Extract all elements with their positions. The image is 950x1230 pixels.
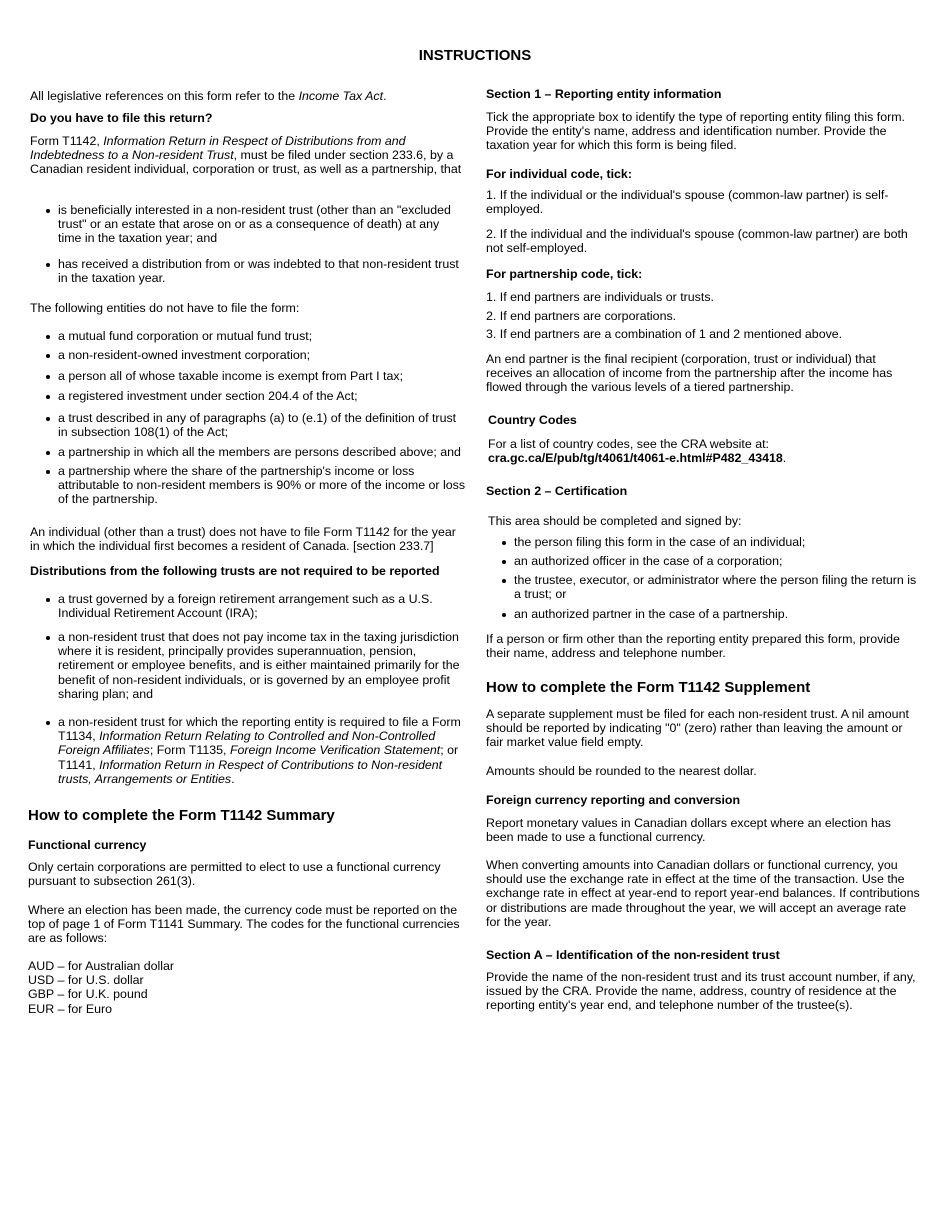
currency-code: EUR – for Euro <box>28 1002 113 1016</box>
functional-currency-heading: Functional currency <box>28 838 147 852</box>
bullet-icon <box>46 375 50 379</box>
filing-requirement-text: Form T1142, Information Return in Respect of Distributions from and Indebtedness to a Non-resident Trust, must be filed under section 233.6, by a Canadian resident individual, corporation or trust, as well as a partnership, that <box>30 134 462 177</box>
bullet-icon <box>502 560 506 564</box>
list-item: a person all of whose taxable income is exempt from Part I tax; <box>30 369 465 383</box>
list-item: an authorized partner in the case of a partnership. <box>486 607 920 621</box>
list-item: is beneficially interested in a non-resident trust (other than an "excluded trust" or an estate that arose on or as a consequence of death) at any time in the taxation year; and <box>30 203 465 246</box>
exempt-intro: The following entities do not have to file the form: <box>30 301 300 315</box>
page-title: INSTRUCTIONS <box>418 47 532 64</box>
bullet-icon <box>46 721 50 725</box>
end-partner-text: An end partner is the final recipient (corporation, trust or individual) that receives an allocation of income from the partnership after the income has flowed through the various levels of a tiered partnership. <box>486 352 893 395</box>
individual-code-2: 2. If the individual and the individual's spouse (common-law partner) are both not self-employed. <box>486 227 908 256</box>
bullet-icon <box>46 417 50 421</box>
country-codes-heading: Country Codes <box>488 413 577 427</box>
list-item: the trustee, executor, or administrator where the person filing the return is a trust; or <box>486 573 920 601</box>
bullet-icon <box>46 335 50 339</box>
bullet-icon <box>502 579 506 583</box>
supplement-heading: How to complete the Form T1142 Supplement <box>486 679 811 696</box>
summary-heading: How to complete the Form T1142 Summary <box>28 807 335 824</box>
intro-text: All legislative references on this form refer to the Income Tax Act. <box>30 89 387 103</box>
partnership-code-1: 1. If end partners are individuals or trusts. <box>486 290 714 304</box>
rounding-text: Amounts should be rounded to the nearest dollar. <box>486 764 757 778</box>
currency-code: GBP – for U.K. pound <box>28 987 148 1001</box>
bullet-icon <box>46 451 50 455</box>
supplement-text: A separate supplement must be filed for each non-resident trust. A nil amount should be reported by indicating "0" (zero) rather than leaving the amount or fair market value field empty. <box>486 707 909 750</box>
bullet-icon <box>502 541 506 545</box>
list-item: has received a distribution from or was indebted to that non-resident trust in the taxation year. <box>30 257 465 285</box>
individual-code-heading: For individual code, tick: <box>486 167 632 181</box>
partnership-code-2: 2. If end partners are corporations. <box>486 309 677 323</box>
list-item: a mutual fund corporation or mutual fund trust; <box>30 329 465 343</box>
distributions-heading: Distributions from the following trusts are not required to be reported <box>30 564 440 578</box>
bullet-icon <box>502 613 506 617</box>
section-a-text: Provide the name of the non-resident trust and its trust account number, if any, issued by the CRA. Provide the name, address, country of residence at the reporting entity's year end, and telephone number of the trustee(s). <box>486 970 916 1013</box>
country-codes-link-line: cra.gc.ca/E/pub/tg/t4061/t4061-e.html#P482_43418. <box>488 451 787 465</box>
section-a-heading: Section A – Identification of the non-resident trust <box>486 948 780 962</box>
foreign-currency-heading: Foreign currency reporting and conversion <box>486 793 741 807</box>
list-item: a partnership in which all the members are persons described above; and <box>30 445 465 459</box>
bullet-icon <box>46 263 50 267</box>
functional-currency-text: Only certain corporations are permitted to elect to use a functional currency pursuant to subsection 261(3). <box>28 860 441 889</box>
list-item: a partnership where the share of the partnership's income or loss attributable to non-resident members is 90% or more of the income or loss of the partnership. <box>30 464 465 507</box>
list-item: a trust governed by a foreign retirement arrangement such as a U.S. Individual Retirement Account (IRA); <box>30 592 465 620</box>
section-1-text: Tick the appropriate box to identify the type of reporting entity filing this form. Provide the entity's name, address and identification number. Provide the taxation year for which this form is being filed. <box>486 110 905 153</box>
country-codes-link[interactable]: cra.gc.ca/E/pub/tg/t4061/t4061-e.html#P482_43418 <box>488 451 783 465</box>
individual-code-1: 1. If the individual or the individual's spouse (common-law partner) is self-employed. <box>486 188 889 217</box>
bullet-icon <box>46 209 50 213</box>
section-1-heading: Section 1 – Reporting entity information <box>486 87 722 101</box>
filing-heading: Do you have to file this return? <box>30 111 213 125</box>
list-item: a non-resident-owned investment corporation; <box>30 348 465 362</box>
list-item: a trust described in any of paragraphs (a) to (e.1) of the definition of trust in subsection 108(1) of the Act; <box>30 411 465 439</box>
bullet-icon <box>46 470 50 474</box>
list-item: the person filing this form in the case of an individual; <box>486 535 920 549</box>
bullet-icon <box>46 395 50 399</box>
individual-note: An individual (other than a trust) does not have to file Form T1142 for the year in which the individual first becomes a resident of Canada. [section 233.7] <box>30 525 456 554</box>
currency-code: USD – for U.S. dollar <box>28 973 144 987</box>
election-text: Where an election has been made, the currency code must be reported on the top of page 1 of Form T1141 Summary. The codes for the functional currencies are as follows: <box>28 903 460 946</box>
bullet-icon <box>46 636 50 640</box>
section-2-heading: Section 2 – Certification <box>486 484 628 498</box>
list-item: a non-resident trust that does not pay income tax in the taxing jurisdiction where it is resident, principally provides superannuation, pension, retirement or employee benefits, and is either maintained primarily for the benefit of non-resident individuals, or is governed by an employee profit sharing plan; and <box>30 630 465 701</box>
list-item: a non-resident trust for which the reporting entity is required to file a Form T1134, Information Return Relating to Controlled and Non-Controlled Foreign Affiliates; Form T1135, Foreign Income Verification Statement; or T1141, Information Return in Respect of Contributions to Non-resident trusts, Arrangements or Entities. <box>30 715 465 786</box>
bullet-icon <box>46 598 50 602</box>
partnership-code-heading: For partnership code, tick: <box>486 267 643 281</box>
section-2-note: If a person or firm other than the reporting entity prepared this form, provide their name, address and telephone number. <box>486 632 900 661</box>
list-item: an authorized officer in the case of a corporation; <box>486 554 920 568</box>
list-item: a registered investment under section 204.4 of the Act; <box>30 389 465 403</box>
bullet-icon <box>46 354 50 358</box>
country-codes-text: For a list of country codes, see the CRA website at: <box>488 437 769 451</box>
foreign-currency-text: Report monetary values in Canadian dollars except where an election has been made to use a functional currency. <box>486 816 891 845</box>
conversion-text: When converting amounts into Canadian dollars or functional currency, you should use the exchange rate in effect at the time of the transaction. Use the exchange rate in effect at year-end to report year-end balances. If contributions or distributions are made throughout the year, we will accept an average rate for the year. <box>486 858 920 929</box>
currency-code: AUD – for Australian dollar <box>28 959 175 973</box>
partnership-code-3: 3. If end partners are a combination of 1 and 2 mentioned above. <box>486 327 843 341</box>
section-2-intro: This area should be completed and signed by: <box>488 514 742 528</box>
